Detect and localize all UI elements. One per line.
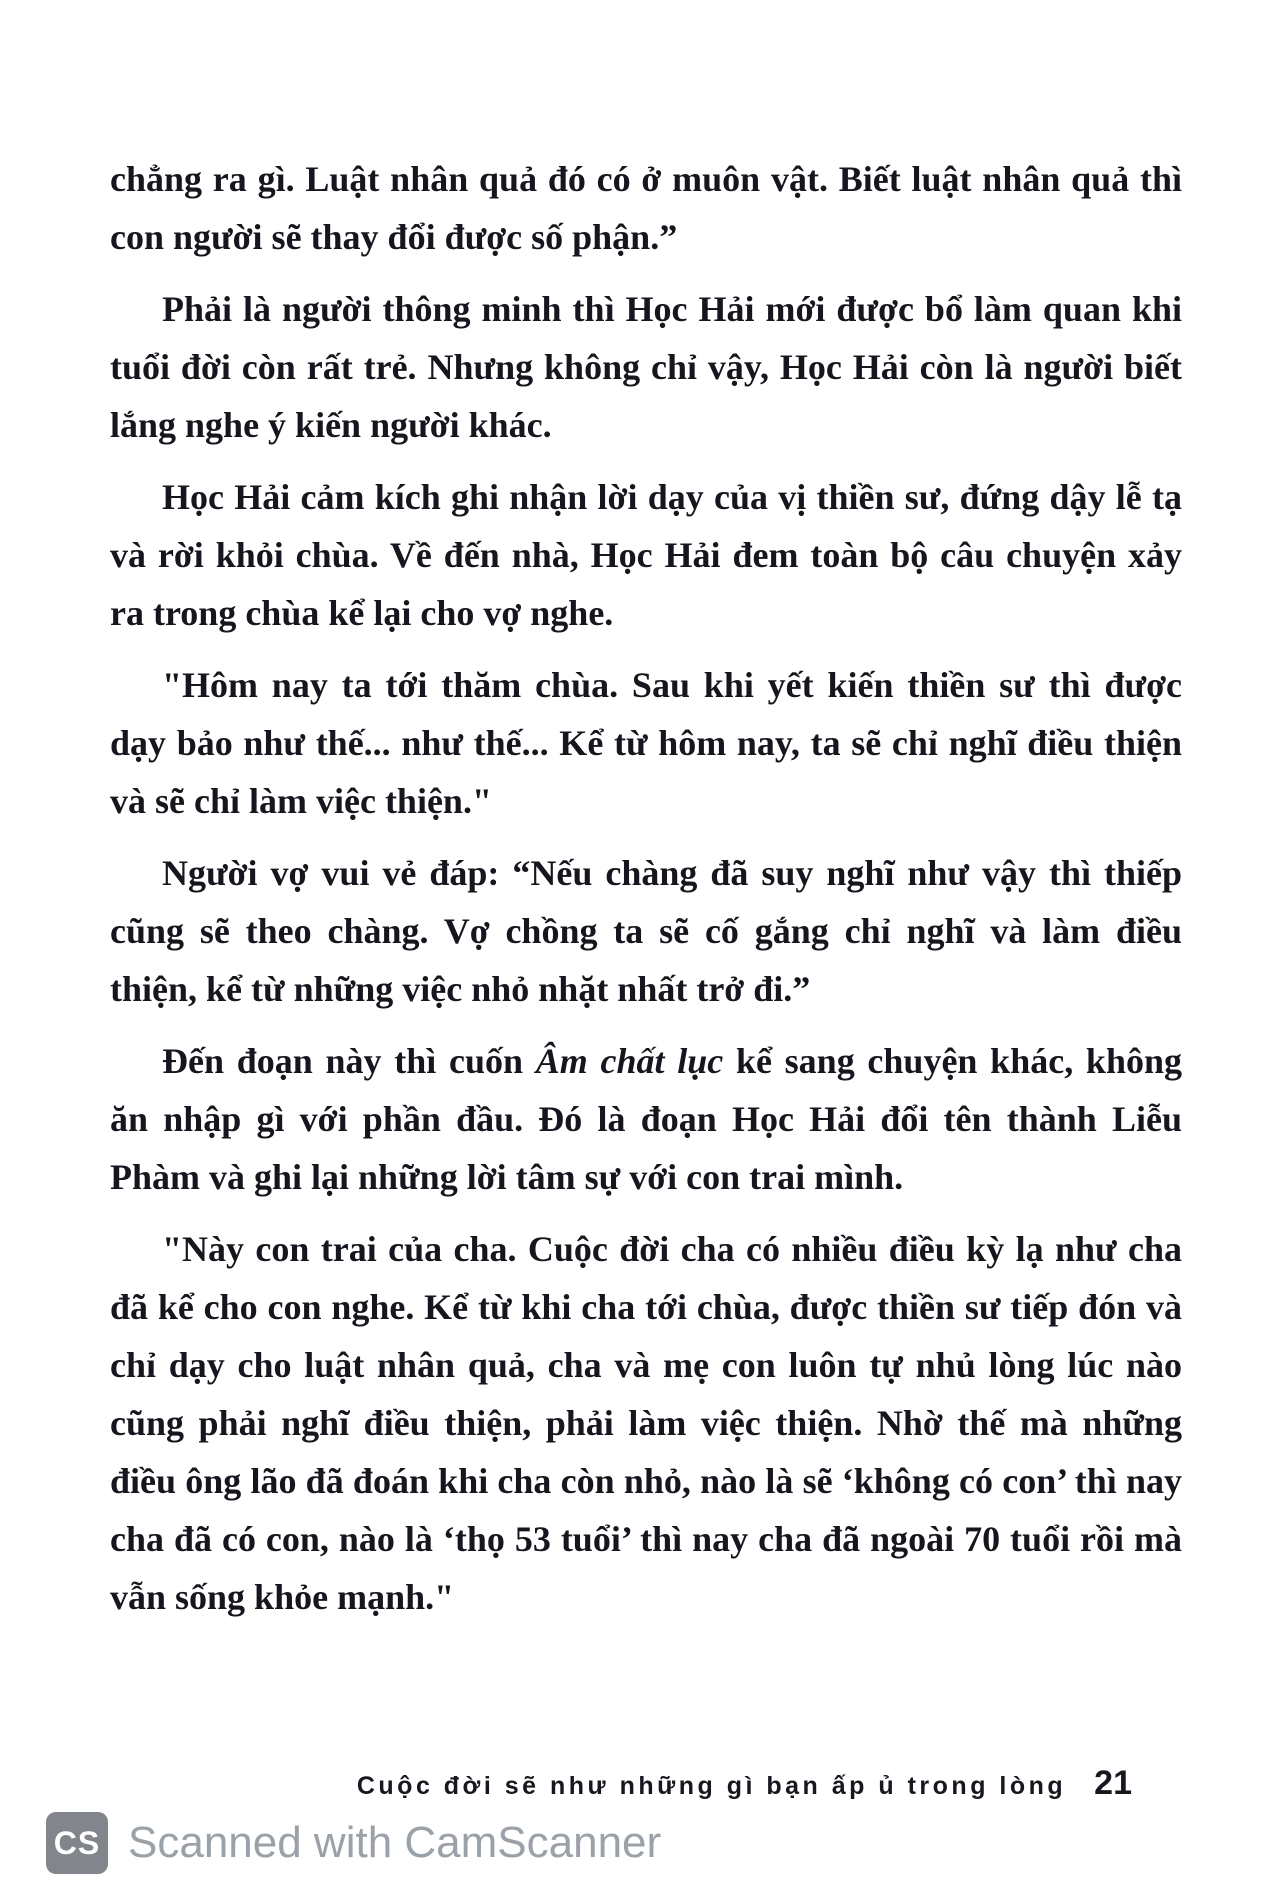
text-run: kể sang chuyện khác, không ăn nhập gì với phần đầu. Đó là đoạn Học Hải đổi tên thành Liễu Phàm và ghi lại những lời tâm sự với con trai mình. — [110, 1041, 1182, 1197]
running-title: Cuộc đời sẽ như những gì bạn ấp ủ trong lòng — [356, 1772, 1067, 1800]
text-run: Học Hải cảm kích ghi nhận lời dạy của vị thiền sư, đứng dậy lễ tạ và rời khỏi chùa. Về đến nhà, Học Hải đem toàn bộ câu chuyện xảy ra trong chùa kể lại cho vợ nghe. — [110, 477, 1182, 633]
text-run: "Hôm nay ta tới thăm chùa. Sau khi yết kiến thiền sư thì được dạy bảo như thế... như thế... Kể từ hôm nay, ta sẽ chỉ nghĩ điều thiện và sẽ chỉ làm việc thiện." — [110, 665, 1182, 821]
page-number: 21 — [1094, 1764, 1132, 1802]
paragraph — [110, 1032, 1182, 1206]
paragraph — [110, 280, 1182, 454]
text-run: chẳng ra gì. Luật nhân quả đó có ở muôn vật. Biết luật nhân quả thì con người sẽ thay đổi được số phận.” — [110, 159, 1182, 257]
paragraph — [110, 150, 1182, 266]
text-run: Đến đoạn này thì cuốn — [162, 1041, 536, 1081]
book-title-italic: Âm chất lục — [535, 1041, 724, 1081]
camscanner-logo-icon: CS — [46, 1812, 108, 1874]
paragraph — [110, 1220, 1182, 1626]
paragraph — [110, 468, 1182, 642]
body-text — [110, 150, 1182, 1626]
text-run: "Này con trai của cha. Cuộc đời cha có nhiều điều kỳ lạ như cha đã kể cho con nghe. Kể từ khi cha tới chùa, được thiền sư tiếp đón và chỉ dạy cho luật nhân quả, cha và mẹ con luôn tự nhủ lòng lúc nào cũng phải nghĩ điều thiện, phải làm việc thiện. Nhờ thế mà những điều ông lão đã đoán khi cha còn nhỏ, nào là sẽ ‘không có con’ thì nay cha đã có con, nào là ‘thọ 53 tuổi’ thì nay cha đã ngoài 70 tuổi rồi mà vẫn sống khỏe mạnh." — [110, 1229, 1182, 1617]
camscanner-label: Scanned with CamScanner — [128, 1818, 662, 1867]
paragraph — [110, 656, 1182, 830]
page-footer — [0, 1764, 1132, 1803]
text-run: Người vợ vui vẻ đáp: “Nếu chàng đã suy nghĩ như vậy thì thiếp cũng sẽ theo chàng. Vợ chồng ta sẽ cố gắng chỉ nghĩ và làm điều thiện, kể từ những việc nhỏ nhặt nhất trở đi.” — [110, 853, 1182, 1009]
text-run: Phải là người thông minh thì Học Hải mới được bổ làm quan khi tuổi đời còn rất trẻ. Nhưng không chỉ vậy, Học Hải còn là người biết lắng nghe ý kiến người khác. — [110, 289, 1182, 445]
camscanner-watermark — [46, 1812, 661, 1874]
paragraph — [110, 844, 1182, 1018]
